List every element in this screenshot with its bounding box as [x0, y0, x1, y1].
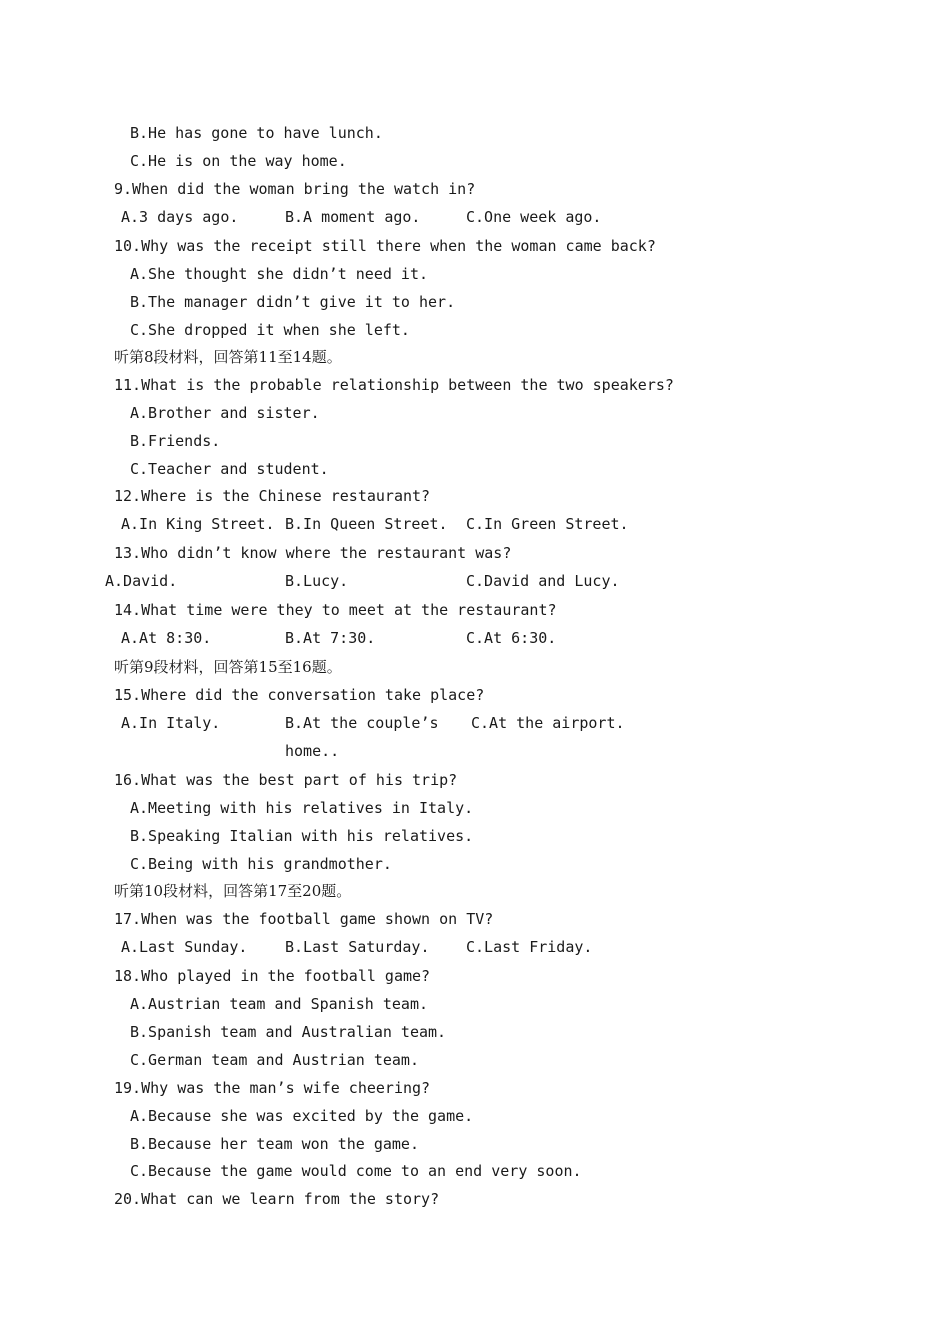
q19-stem: 19.Why was the man’s wife cheering?	[114, 1079, 431, 1097]
q13-stem: 13.Who didn’t know where the restaurant was?	[114, 544, 512, 562]
q16-option-b: B.Speaking Italian with his relatives.	[130, 827, 474, 845]
q12-option-a: A.In King Street.	[121, 515, 275, 533]
q13-option-b: B.Lucy.	[285, 572, 349, 590]
q10-option-a: A.She thought she didn’t need it.	[130, 265, 429, 283]
q11-stem: 11.What is the probable relationship between the two speakers?	[114, 376, 674, 394]
q18-option-b: B.Spanish team and Australian team.	[130, 1023, 447, 1041]
q16-stem: 16.What was the best part of his trip?	[114, 771, 458, 789]
q9-stem: 9.When did the woman bring the watch in?	[114, 180, 476, 198]
q12-stem: 12.Where is the Chinese restaurant?	[114, 487, 431, 505]
q11-option-b: B.Friends.	[130, 432, 221, 450]
q14-stem: 14.What time were they to meet at the restaurant?	[114, 601, 557, 619]
q16-option-a: A.Meeting with his relatives in Italy.	[130, 799, 474, 817]
q15-option-c: C.At the airport.	[471, 714, 625, 732]
q9-option-b: B.A moment ago.	[285, 208, 421, 226]
q11-option-a: A.Brother and sister.	[130, 404, 320, 422]
q8-option-b: B.He has gone to have lunch.	[130, 124, 383, 142]
q19-option-b: B.Because her team won the game.	[130, 1135, 419, 1153]
q9-option-a: A.3 days ago.	[121, 208, 239, 226]
q13-option-a: A.David.	[105, 572, 178, 590]
q12-option-c: C.In Green Street.	[466, 515, 629, 533]
section-heading-8: 听第8段材料，回答第11至14题。	[114, 348, 342, 366]
q17-option-a: A.Last Sunday.	[121, 938, 248, 956]
q14-option-b: B.At 7:30.	[285, 629, 376, 647]
q18-stem: 18.Who played in the football game?	[114, 967, 431, 985]
q14-option-c: C.At 6:30.	[466, 629, 557, 647]
q9-option-c: C.One week ago.	[466, 208, 602, 226]
q14-option-a: A.At 8:30.	[121, 629, 212, 647]
section-heading-10: 听第10段材料，回答第17至20题。	[114, 882, 352, 900]
q19-option-a: A.Because she was excited by the game.	[130, 1107, 474, 1125]
q17-option-c: C.Last Friday.	[466, 938, 593, 956]
q19-option-c: C.Because the game would come to an end very soon.	[130, 1162, 582, 1180]
section-heading-9: 听第9段材料，回答第15至16题。	[114, 658, 342, 676]
q15-option-b-continued: home..	[285, 742, 340, 760]
q12-option-b: B.In Queen Street.	[285, 515, 448, 533]
q13-option-c: C.David and Lucy.	[466, 572, 620, 590]
q16-option-c: C.Being with his grandmother.	[130, 855, 392, 873]
q11-option-c: C.Teacher and student.	[130, 460, 329, 478]
q17-stem: 17.When was the football game shown on TV?	[114, 910, 494, 928]
q10-option-c: C.She dropped it when she left.	[130, 321, 410, 339]
q15-stem: 15.Where did the conversation take place?	[114, 686, 485, 704]
q18-option-a: A.Austrian team and Spanish team.	[130, 995, 429, 1013]
q15-option-a: A.In Italy.	[121, 714, 221, 732]
q10-option-b: B.The manager didn’t give it to her.	[130, 293, 456, 311]
q20-stem: 20.What can we learn from the story?	[114, 1190, 440, 1208]
q15-option-b: B.At the couple’s	[285, 714, 439, 732]
q8-option-c: C.He is on the way home.	[130, 152, 347, 170]
q18-option-c: C.German team and Austrian team.	[130, 1051, 419, 1069]
q17-option-b: B.Last Saturday.	[285, 938, 430, 956]
q10-stem: 10.Why was the receipt still there when the woman came back?	[114, 237, 656, 255]
